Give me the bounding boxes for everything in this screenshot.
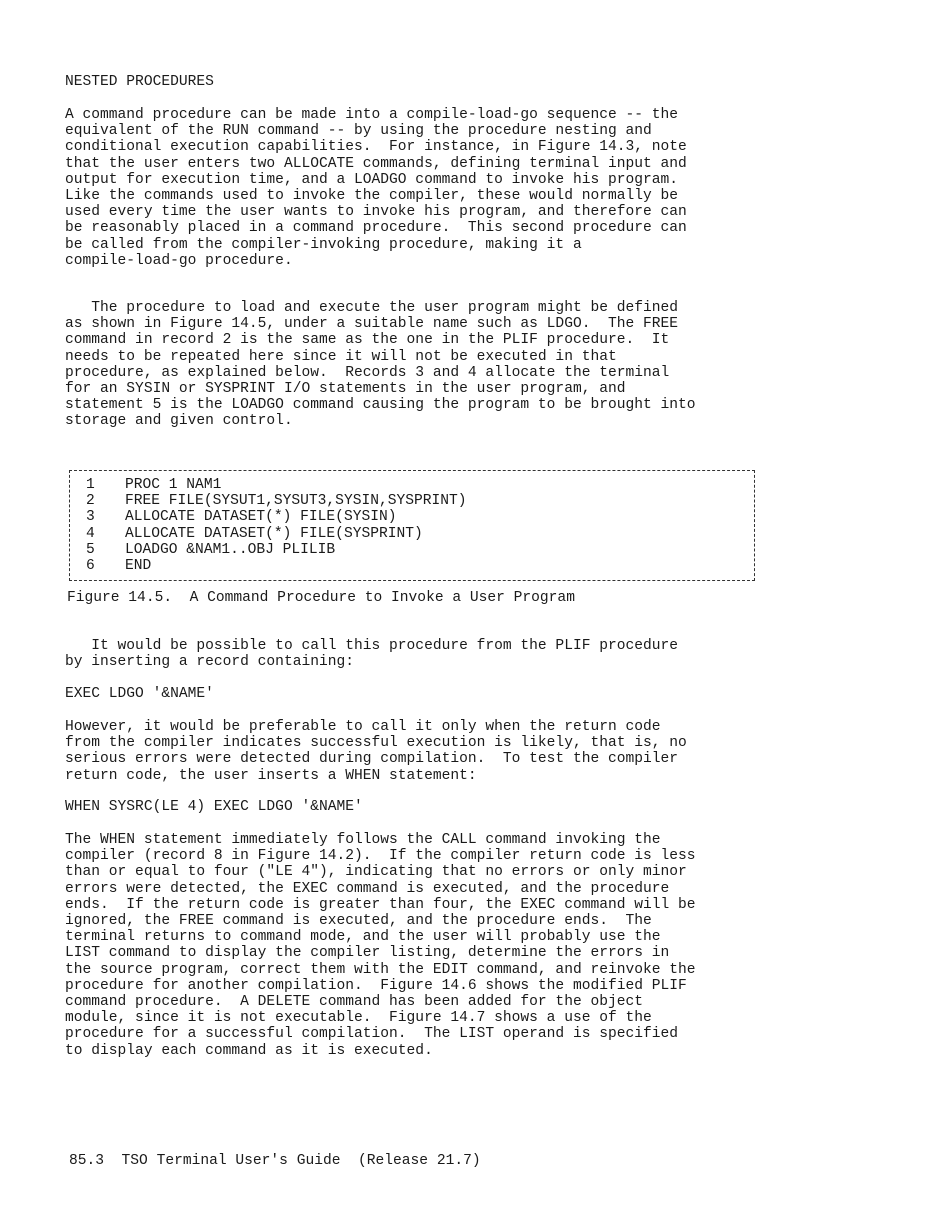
text-line: for an SYSIN or SYSPRINT I/O statements in the user program, and [65,381,626,398]
text-line: Like the commands used to invoke the compiler, these would normally be [65,188,679,205]
text-line: module, since it is not executable. Figure 14.7 shows a use of the [65,1010,652,1027]
record-number: 2 [86,493,95,510]
text-line: The procedure to load and execute the user program might be defined [65,300,679,316]
text-line: storage and given control. [65,413,293,430]
listing-row [86,509,467,525]
listing-row [86,526,467,542]
page-footer: 85.3 TSO Terminal User's Guide (Release 21.7) [69,1153,481,1169]
record-number: 5 [86,541,95,558]
text-line: procedure for another compilation. Figure 14.6 shows the modified PLIF [65,977,687,994]
text-line: command procedure. A DELETE command has been added for the object [65,994,644,1011]
text-line: compiler (record 8 in Figure 14.2). If the compiler return code is less [65,848,696,865]
text-line: A command procedure can be made into a compile-load-go sequence -- the [65,107,679,123]
record-text: PROC 1 NAM1 [125,477,222,493]
text-line: procedure, as explained below. Records 3 and 4 allocate the terminal [65,364,670,381]
record-text: LOADGO &NAM1..OBJ PLILIB [125,541,336,558]
text-line: needs to be repeated here since it will not be executed in that [65,348,617,365]
record-number: 3 [86,509,95,526]
text-line: compile-load-go procedure. [65,252,293,269]
record-number: 1 [86,477,95,493]
text-line: ends. If the return code is greater than four, the EXEC command will be [65,896,696,913]
text-line: to display each command as it is executed. [65,1042,433,1059]
paragraph-intro [65,107,687,269]
text-line: than or equal to four ("LE 4"), indicating that no errors or only minor [65,864,687,881]
text-line: command in record 2 is the same as the one in the PLIF procedure. It [65,332,670,349]
text-line: as shown in Figure 14.5, under a suitable name such as LDGO. The FREE [65,316,679,333]
record-number: 6 [86,558,95,575]
paragraph-call [65,638,678,670]
record-number: 4 [86,525,95,542]
listing-row [86,477,467,493]
text-line: It would be possible to call this procedure from the PLIF procedure [65,638,679,654]
text-line: by inserting a record containing: [65,654,355,671]
code-example-exec: EXEC LDGO '&NAME' [65,686,214,702]
figure-caption: Figure 14.5. A Command Procedure to Invoke a User Program [67,590,575,606]
text-line: be called from the compiler-invoking procedure, making it a [65,236,582,253]
section-heading: NESTED PROCEDURES [65,74,214,90]
text-line: used every time the user wants to invoke his program, and therefore can [65,204,687,221]
text-line: that the user enters two ALLOCATE commands, defining terminal input and [65,155,687,172]
text-line: from the compiler indicates successful execution is likely, that is, no [65,735,687,752]
procedure-listing [86,477,467,574]
text-line: LIST command to display the compiler listing, determine the errors in [65,945,670,962]
text-line: statement 5 is the LOADGO command causing the program to be brought into [65,397,696,414]
text-line: ignored, the FREE command is executed, and the procedure ends. The [65,913,652,930]
figure-box [69,470,755,581]
listing-row [86,493,467,509]
text-line: equivalent of the RUN command -- by using the procedure nesting and [65,123,652,140]
record-text: ALLOCATE DATASET(*) FILE(SYSPRINT) [125,525,423,542]
text-line: terminal returns to command mode, and the user will probably use the [65,929,661,946]
text-line: return code, the user inserts a WHEN statement: [65,767,477,784]
record-text: END [125,558,152,575]
text-line: conditional execution capabilities. For instance, in Figure 14.3, note [65,139,687,156]
text-line: output for execution time, and a LOADGO command to invoke his program. [65,171,679,188]
text-line: serious errors were detected during compilation. To test the compiler [65,751,679,768]
paragraph-ldgo [65,300,696,430]
text-line: be reasonably placed in a command procedure. This second procedure can [65,220,687,237]
listing-row [86,558,467,574]
paragraph-return-code [65,719,687,784]
text-line: the source program, correct them with the EDIT command, and reinvoke the [65,961,696,978]
text-line: errors were detected, the EXEC command is executed, and the procedure [65,880,670,897]
text-line: However, it would be preferable to call it only when the return code [65,719,661,735]
record-text: ALLOCATE DATASET(*) FILE(SYSIN) [125,509,397,526]
record-text: FREE FILE(SYSUT1,SYSUT3,SYSIN,SYSPRINT) [125,493,467,510]
text-line: The WHEN statement immediately follows the CALL command invoking the [65,832,661,848]
paragraph-when-statement [65,832,696,1059]
listing-row [86,542,467,558]
code-example-when: WHEN SYSRC(LE 4) EXEC LDGO '&NAME' [65,799,363,815]
text-line: procedure for a successful compilation. The LIST operand is specified [65,1026,679,1043]
